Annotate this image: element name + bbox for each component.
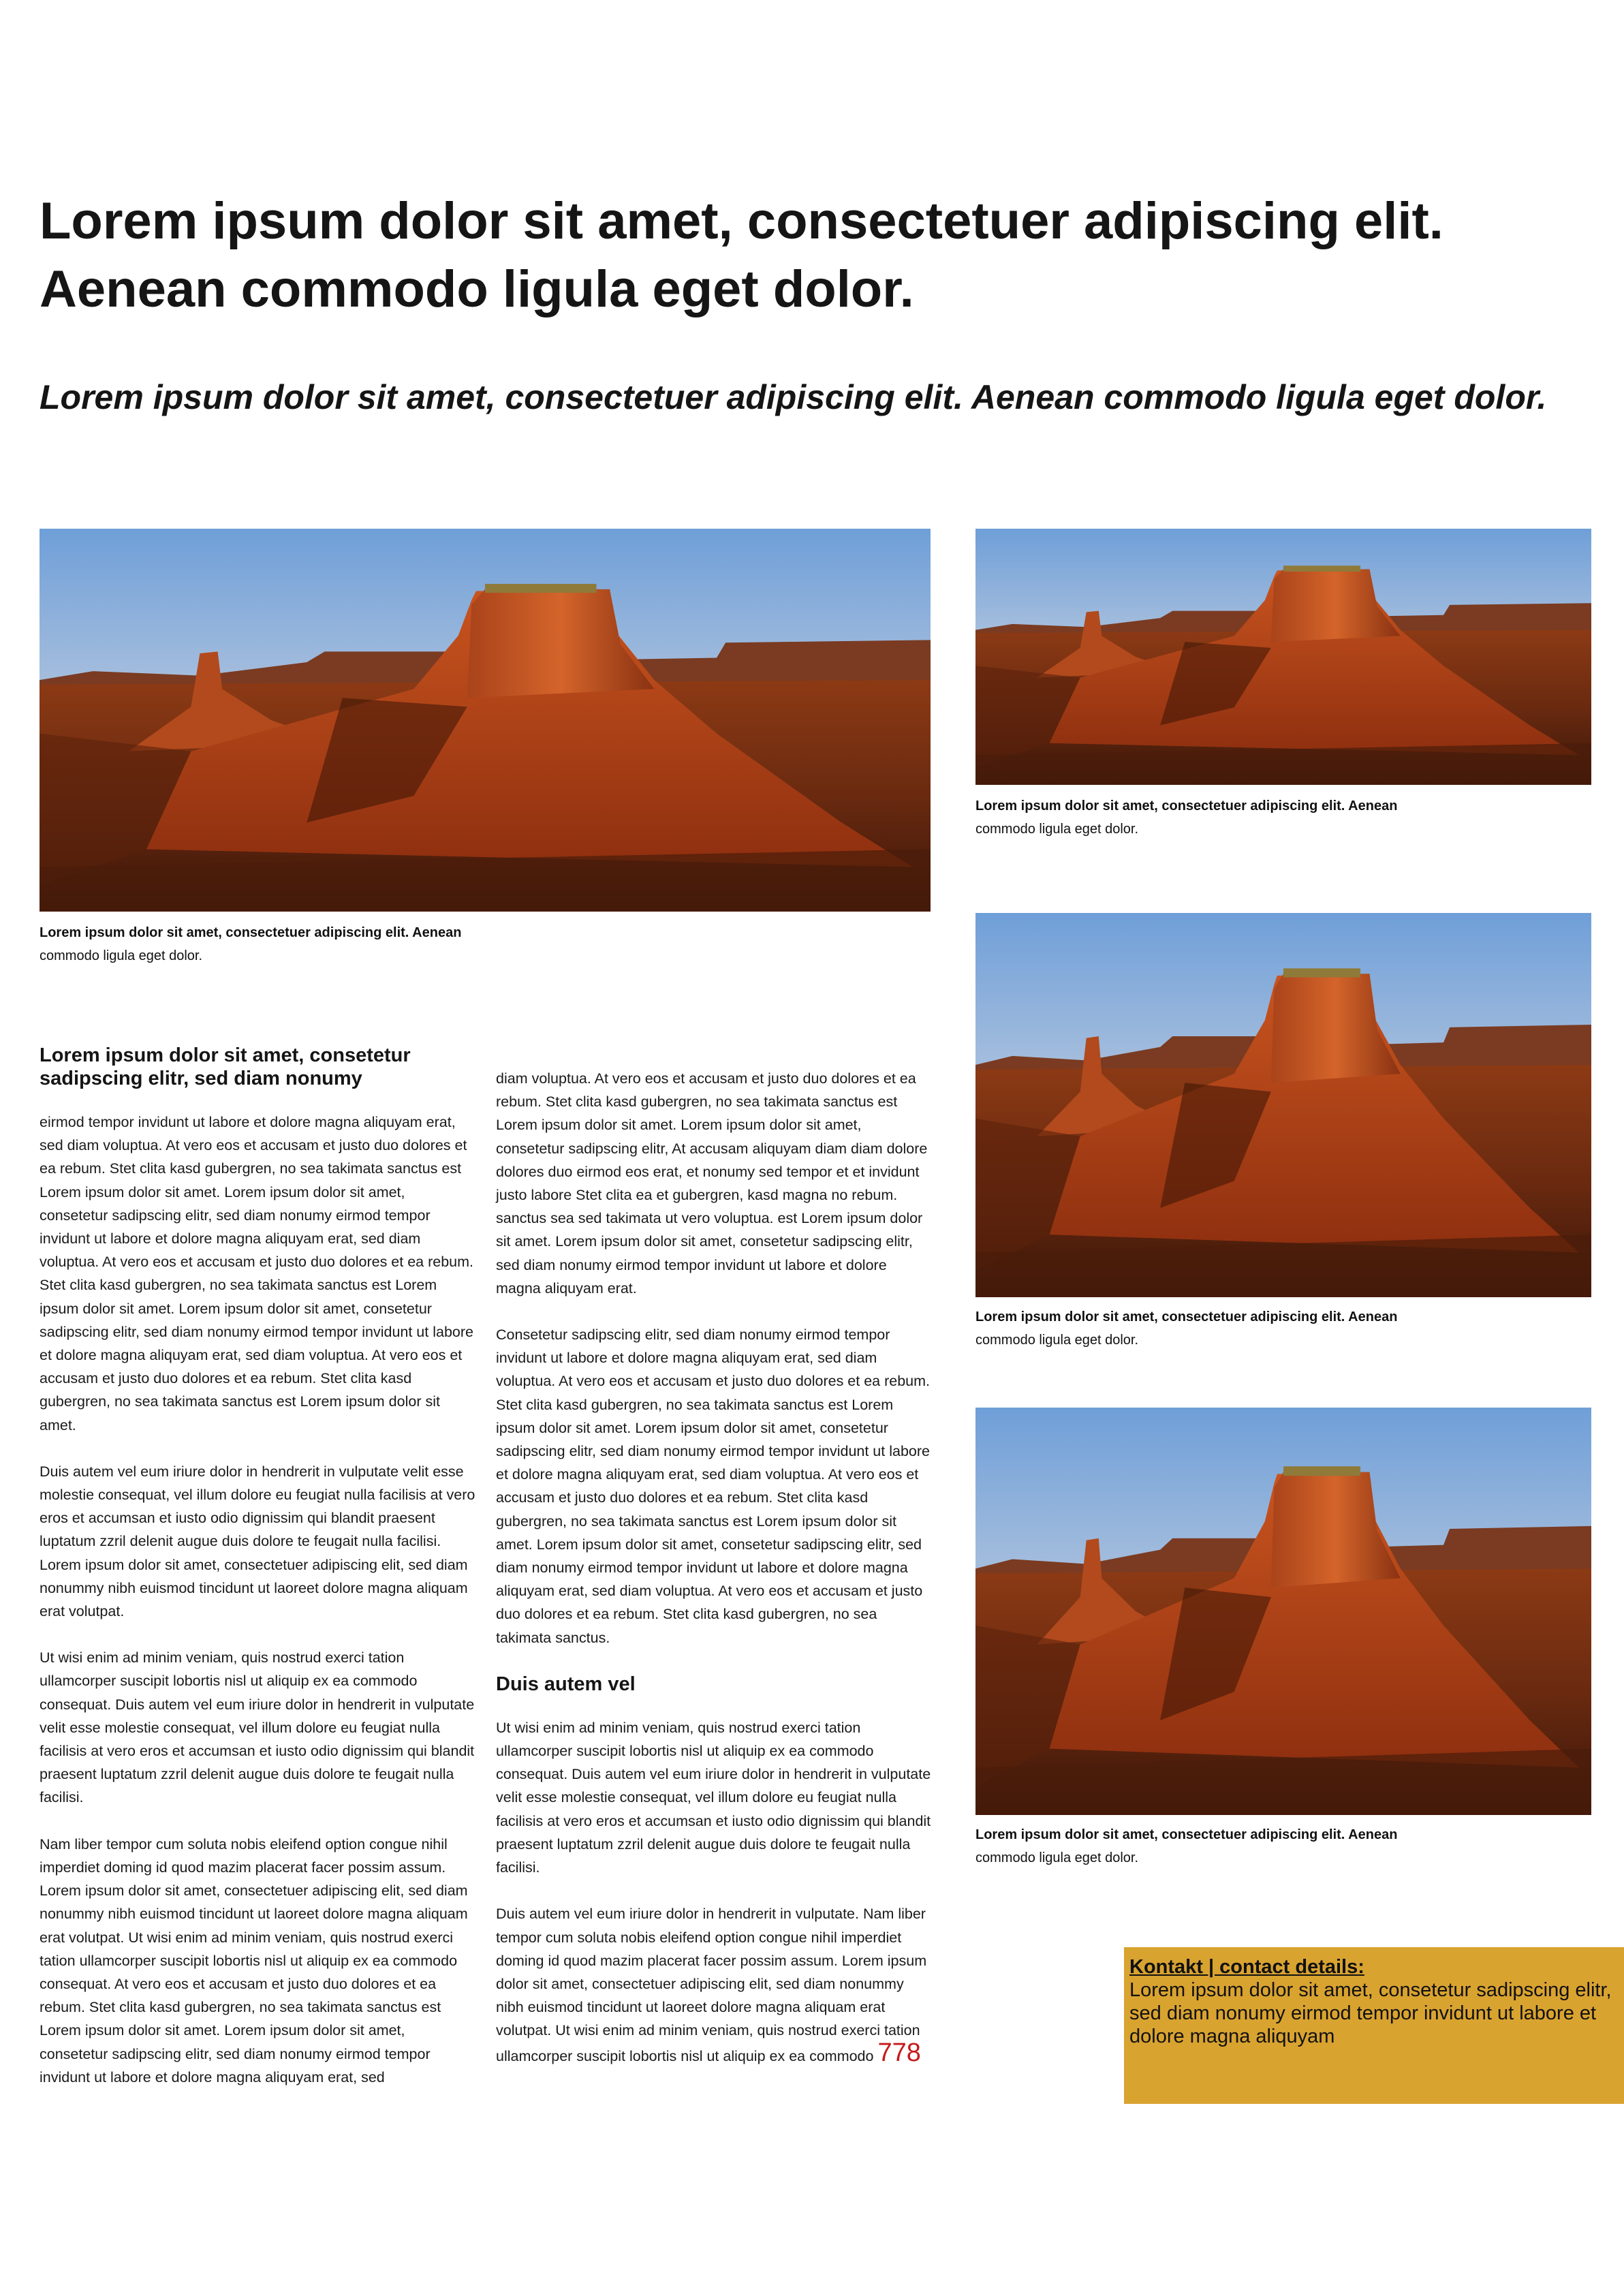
main-photo-caption	[40, 921, 653, 967]
contact-body: Lorem ipsum dolor sit amet, consetetur sadipscing elitr, sed diam nonumy eirmod tempor invidunt ut labore et dolore magna aliquyam	[1129, 1979, 1612, 2047]
side-photo-1-caption	[975, 794, 1591, 841]
text-column-1	[40, 1044, 475, 2112]
side-photo-3	[975, 1408, 1591, 1815]
headline: Lorem ipsum dolor sit amet, consectetuer adipiscing elit. Aenean commodo ligula eget dolor.	[40, 192, 1443, 318]
column-1-paragraph: Ut wisi enim ad minim veniam, quis nostrud exerci tation ullamcorper suscipit lobortis nisl ut aliquip ex ea commodo consequat. Duis autem vel eum iriure dolor in hendrerit in vulputate velit esse molestie consequat, vel illum dolore eu feugiat nulla facilisis at vero eros et accumsan et iusto odio dignissim qui blandit praesent luptatum zzril delenit augue duis dolore te feugait nulla facilisi.	[40, 1649, 475, 1806]
column-1-paragraph: eirmod tempor invidunt ut labore et dolore magna aliquyam erat, sed diam voluptua. At vero eos et accusam et justo duo dolores et ea rebum. Stet clita kasd gubergren, no sea takimata sanctus est Lorem ipsum dolor sit amet. Lorem ipsum dolor sit amet, consetetur sadipscing elitr, sed diam nonumy eirmod tempor invidunt ut labore et dolore magna aliquyam erat, sed diam voluptua. At vero eos et accusam et justo duo dolores et ea rebum. Stet clita kasd gubergren, no sea takimata sanctus est Lorem ipsum dolor sit amet. Lorem ipsum dolor sit amet, consetetur sadipscing elitr, sed diam nonumy eirmod tempor invidunt ut labore et dolore magna aliquyam erat, sed diam voluptua. At vero eos et accusam et justo duo dolores et ea rebum. Stet clita kasd gubergren, no sea takimata sanctus est Lorem ipsum dolor sit amet.	[40, 1114, 474, 1433]
column-2-last-text: Duis autem vel eum iriure dolor in hendrerit in vulputate. Nam liber tempor cum soluta nobis eleifend option congue nihil imperdiet doming id quod mazim placerat facer possim assum. Lorem ipsum dolor sit amet, consectetuer adipiscing elit, sed diam nonummy nibh euismod tincidunt ut laoreet dolore magna aliquam erat volutpat. Ut wisi enim ad minim veniam, quis nostrud exerci tation ullamcorper suscipit lobortis nisl ut aliquip ex ea commodo	[496, 1906, 927, 2064]
column-1-heading: Lorem ipsum dolor sit amet, consetetur sadipscing elitr, sed diam nonumy	[40, 1044, 411, 1089]
side-photo-1	[975, 529, 1591, 785]
side-photo-2	[975, 913, 1591, 1297]
column-2-paragraph	[496, 1902, 932, 2067]
caption-line-1: Lorem ipsum dolor sit amet, consectetuer adipiscing elit. Aenean	[975, 798, 1398, 813]
caption-line-2: commodo ligula eget dolor.	[40, 948, 203, 963]
caption-line-1: Lorem ipsum dolor sit amet, consectetuer adipiscing elit. Aenean	[975, 1827, 1398, 1842]
caption-line-1: Lorem ipsum dolor sit amet, consectetuer adipiscing elit. Aenean	[40, 925, 462, 940]
caption-line-2: commodo ligula eget dolor.	[975, 1333, 1139, 1348]
column-1-paragraph: Nam liber tempor cum soluta nobis eleifend option congue nihil imperdiet doming id quod mazim placerat facer possim assum. Lorem ipsum dolor sit amet, consectetuer adipiscing elit, sed diam nonummy nibh euismod tincidunt ut laoreet dolore magna aliquam erat volutpat. Ut wisi enim ad minim veniam, quis nostrud exerci tation ullamcorper suscipit lobortis nisl ut aliquip ex ea commodo consequat. At vero eos et accusam et justo duo dolores et ea rebum. Stet clita kasd gubergren, no sea takimata sanctus est Lorem ipsum dolor sit amet. Lorem ipsum dolor sit amet, consetetur sadipscing elitr, sed diam nonumy eirmod tempor invidunt ut labore et dolore magna aliquyam erat, sed	[40, 1835, 468, 2085]
side-photo-3-caption	[975, 1823, 1591, 1870]
text-column-2	[496, 1067, 932, 2091]
main-photo	[40, 529, 931, 912]
caption-line-2: commodo ligula eget dolor.	[975, 1850, 1139, 1865]
page-number: 778	[877, 2038, 921, 2067]
column-2-heading: Duis autem vel	[496, 1673, 636, 1695]
side-photo-2-caption	[975, 1305, 1591, 1352]
column-2-paragraph: diam voluptua. At vero eos et accusam et justo duo dolores et ea rebum. Stet clita kasd gubergren, no sea takimata sanctus est Lorem ipsum dolor sit amet. Lorem ipsum dolor sit amet, consetetur sadipscing elitr, At accusam aliquyam diam diam dolore dolores duo eirmod eos erat, et nonumy sed tempor et et invidunt justo labore Stet clita ea et gubergren, kasd magna no rebum. sanctus sea sed takimata ut vero voluptua. est Lorem ipsum dolor sit amet. Lorem ipsum dolor sit amet, consetetur sadipscing elitr, sed diam nonumy eirmod tempor invidunt ut labore et dolore magna aliquyam erat.	[496, 1070, 928, 1297]
subheadline: Lorem ipsum dolor sit amet, consectetuer adipiscing elit. Aenean commodo ligula eget dolor.	[40, 378, 1547, 416]
contact-box	[1124, 1947, 1624, 2104]
column-2-paragraph: Ut wisi enim ad minim veniam, quis nostrud exerci tation ullamcorper suscipit lobortis nisl ut aliquip ex ea commodo consequat. Duis autem vel eum iriure dolor in hendrerit in vulputate velit esse molestie consequat, vel illum dolore eu feugiat nulla facilisis at vero eros et accumsan et iusto odio dignissim qui blandit praesent luptatum zzril delenit augue duis dolore te feugait nulla facilisi.	[496, 1719, 931, 1876]
column-1-paragraph: Duis autem vel eum iriure dolor in hendrerit in vulputate velit esse molestie consequat, vel illum dolore eu feugiat nulla facilisis at vero eros et accumsan et iusto odio dignissim qui blandit praesent luptatum zzril delenit augue duis dolore te feugait nulla facilisi. Lorem ipsum dolor sit amet, consectetuer adipiscing elit, sed diam nonummy nibh euismod tincidunt ut laoreet dolore magna aliquam erat volutpat.	[40, 1463, 475, 1620]
column-2-paragraph: Consetetur sadipscing elitr, sed diam nonumy eirmod tempor invidunt ut labore et dolore magna aliquyam erat, sed diam voluptua. At vero eos et accusam et justo duo dolores et ea rebum. Stet clita kasd gubergren, no sea takimata sanctus est Lorem ipsum dolor sit amet. Lorem ipsum dolor sit amet, consetetur sadipscing elitr, sed diam nonumy eirmod tempor invidunt ut labore et dolore magna aliquyam erat, sed diam voluptua. At vero eos et accusam et justo duo dolores et ea rebum. Stet clita kasd gubergren, no sea takimata sanctus est Lorem ipsum dolor sit amet. Lorem ipsum dolor sit amet, consetetur sadipscing elitr, sed diam nonumy eirmod tempor invidunt ut labore et dolore magna aliquyam erat, sed diam voluptua. At vero eos et accusam et justo duo dolores et ea rebum. Stet clita kasd gubergren, no sea takimata sanctus.	[496, 1327, 931, 1646]
contact-heading: Kontakt | contact details:	[1129, 1956, 1364, 1978]
caption-line-1: Lorem ipsum dolor sit amet, consectetuer adipiscing elit. Aenean	[975, 1309, 1398, 1324]
caption-line-2: commodo ligula eget dolor.	[975, 822, 1139, 837]
